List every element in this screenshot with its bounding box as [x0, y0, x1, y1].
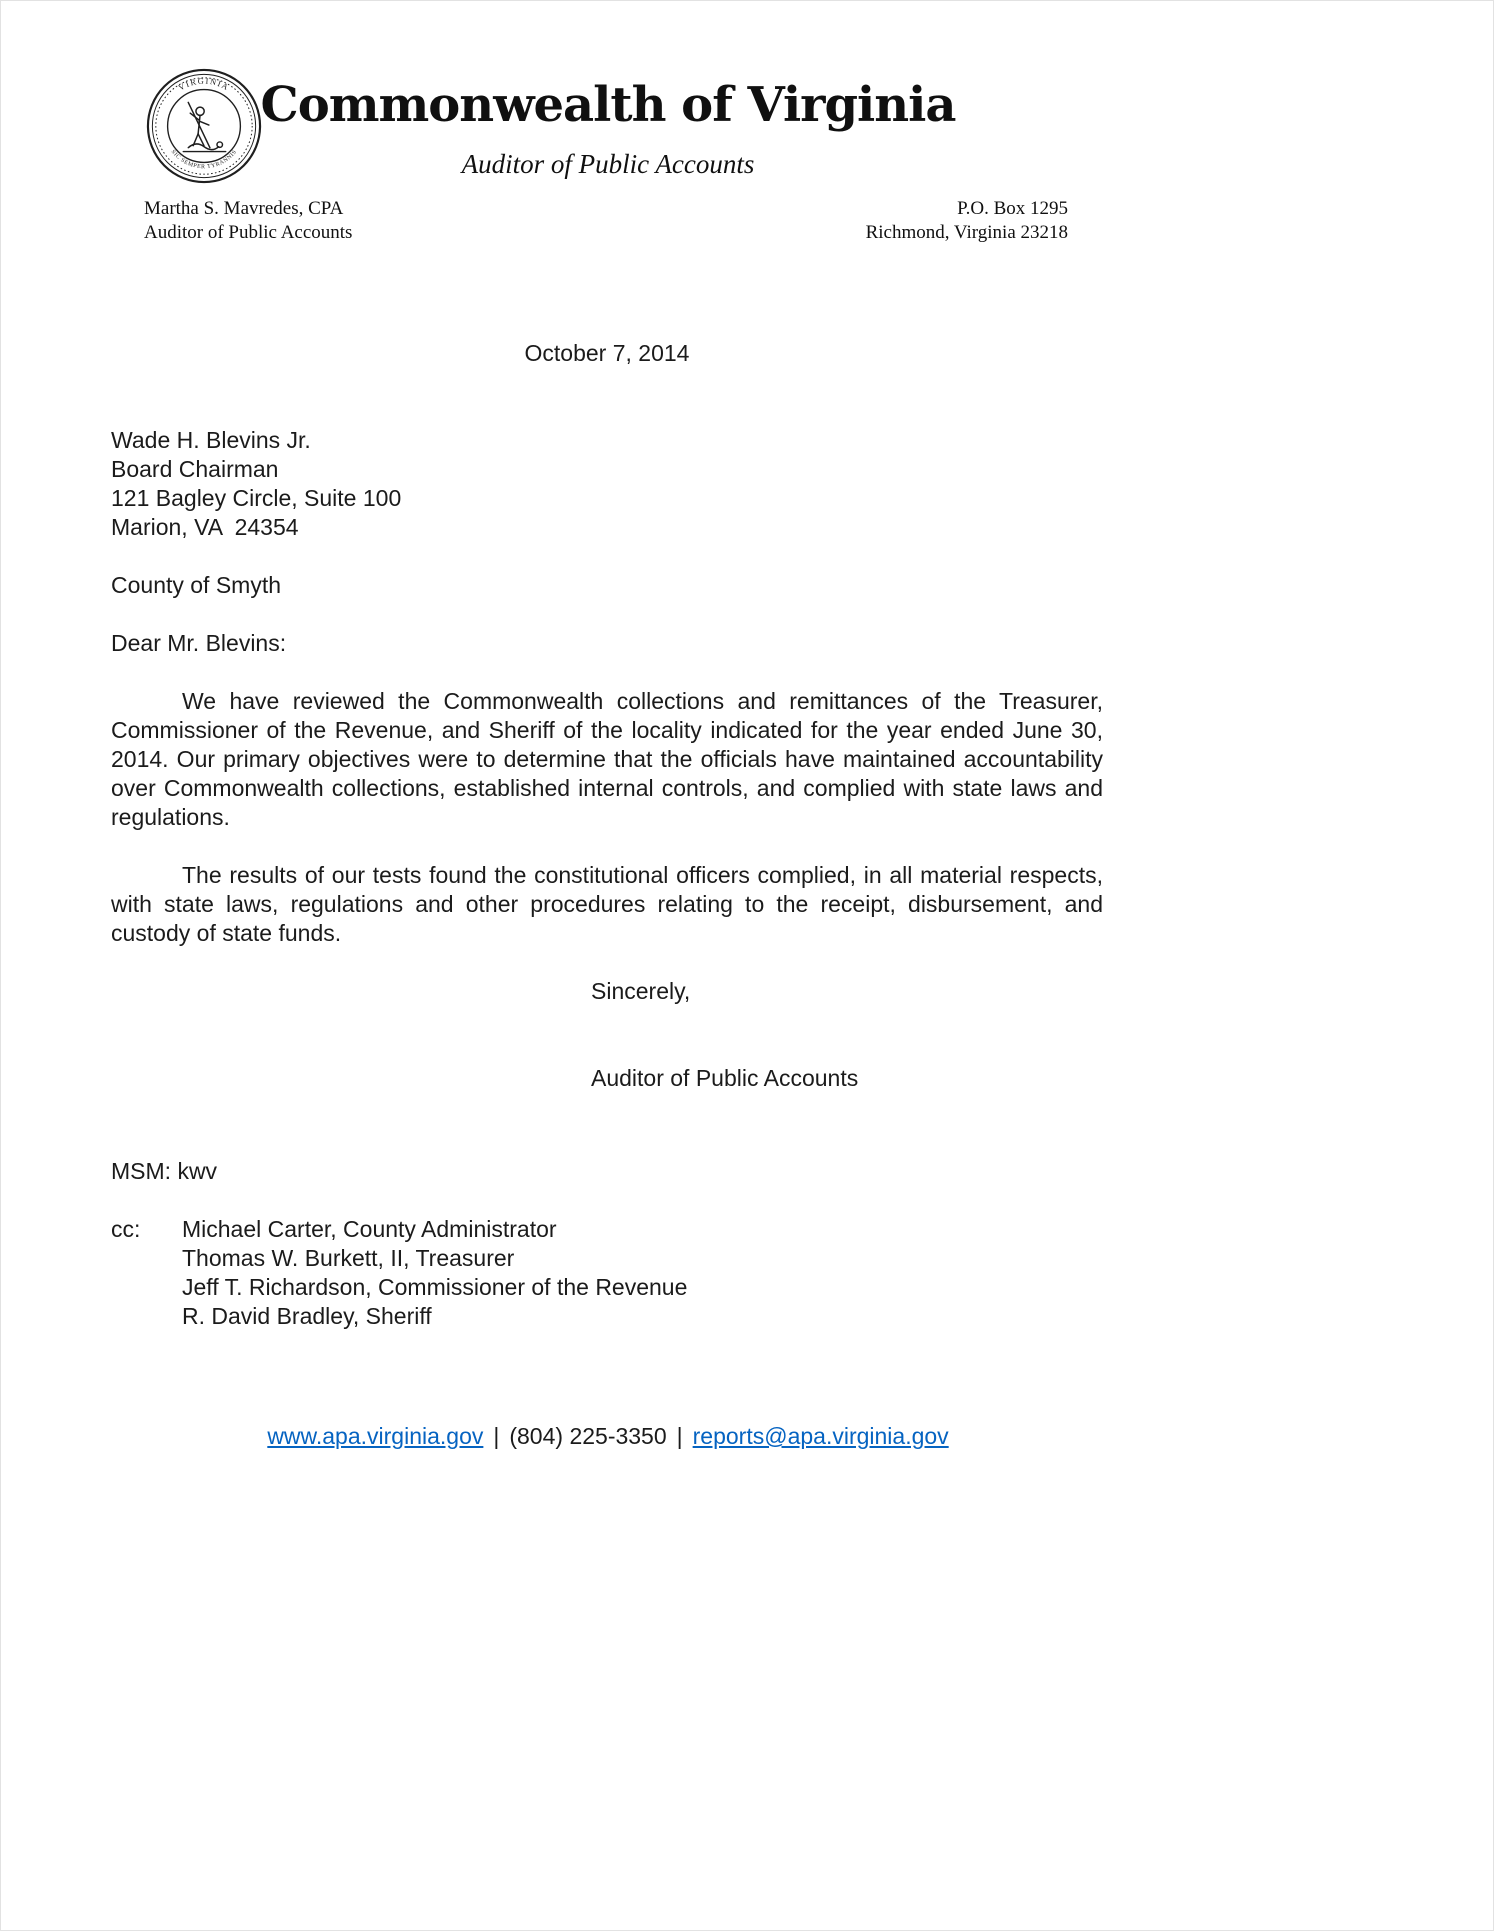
po-box: P.O. Box 1295	[957, 198, 1068, 219]
cc-line: Thomas W. Burkett, II, Treasurer	[182, 1245, 515, 1271]
email-link[interactable]: reports@apa.virginia.gov	[692, 1423, 949, 1449]
cc-line: Michael Carter, County Administrator	[182, 1216, 557, 1242]
letter-date: October 7, 2014	[524, 340, 690, 366]
recipient-title: Board Chairman	[111, 456, 279, 482]
svg-text:SIC SEMPER TYRANNIS: SIC SEMPER TYRANNIS	[169, 149, 239, 171]
letterhead	[1, 1, 1493, 261]
city-state-zip: Richmond, Virginia 23218	[865, 222, 1068, 243]
letter-body	[1, 339, 1493, 1331]
recipient-city: Marion, VA 24354	[111, 514, 299, 540]
cc-label: cc:	[111, 1216, 141, 1242]
auditor-name: Martha S. Mavredes, CPA	[144, 198, 344, 219]
cc-list	[182, 1215, 687, 1331]
phone-number: (804) 225-3350	[509, 1423, 667, 1449]
recipient-street: 121 Bagley Circle, Suite 100	[111, 485, 402, 511]
org-title: Commonwealth of Virginia	[260, 77, 956, 133]
svg-text:VIRGINIA: VIRGINIA	[177, 76, 231, 93]
recipient-address-block	[111, 426, 1103, 542]
body-paragraph-1: We have reviewed the Commonwealth collections and remittances of the Treasurer, Commissioner of the Revenue, and Sheriff of the locality indicated for the year ended June 30, 2014. Our primary objectives were to determine that the officials have maintained accountability over Commonwealth collections, established internal controls, and complied with state laws and regulations.	[111, 688, 1103, 830]
website-link[interactable]: www.apa.virginia.gov	[267, 1423, 484, 1449]
footer-separator: |	[676, 1423, 683, 1449]
auditor-title: Auditor of Public Accounts	[144, 222, 353, 243]
office-address-block	[866, 197, 1068, 245]
closing-line: Sincerely,	[591, 978, 691, 1004]
signer-title: Auditor of Public Accounts	[591, 1065, 859, 1091]
cc-line: R. David Bradley, Sheriff	[182, 1303, 432, 1329]
cc-block	[111, 1215, 1103, 1331]
page-footer	[111, 1423, 1105, 1450]
org-subtitle: Auditor of Public Accounts	[461, 149, 755, 179]
locality-line: County of Smyth	[111, 572, 282, 598]
salutation: Dear Mr. Blevins:	[111, 630, 287, 656]
cc-line: Jeff T. Richardson, Commissioner of the Revenue	[182, 1274, 688, 1300]
auditor-contact-block	[144, 197, 352, 245]
reference-initials: MSM: kwv	[111, 1158, 218, 1184]
body-paragraph-2: The results of our tests found the constitutional officers complied, in all material respects, with state laws, regulations and other procedures relating to the receipt, disbursement, and custody of state funds.	[111, 862, 1103, 946]
footer-separator: |	[493, 1423, 500, 1449]
recipient-name: Wade H. Blevins Jr.	[111, 427, 311, 453]
